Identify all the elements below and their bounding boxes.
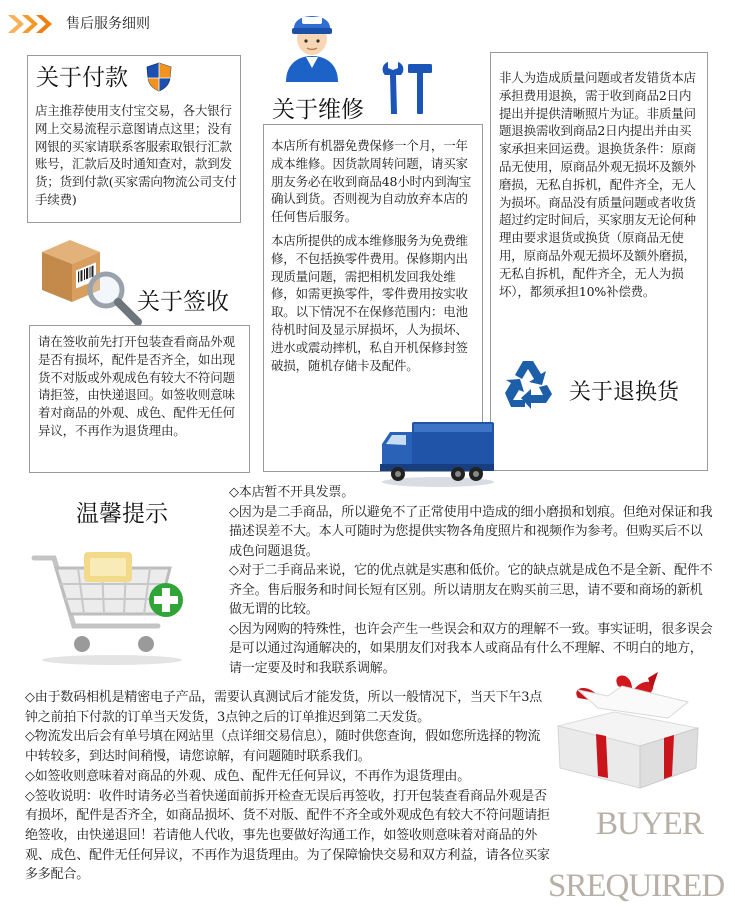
payment-heading: 关于付款 — [36, 65, 128, 91]
notes-item-3: ◇如签收则意味着对商品的外观、成色、配件无任何异议，不再作为退货理由。 — [25, 768, 470, 784]
tips-item-4: ◇因为网购的特殊性，也许会产生一些误会和双方的理解不一致。事实证明，很多误会是可以通过沟通解决的，如果朋友们对我本人或商品有什么不理解、不明白的地方，请一定要及时和我联系调解。 — [229, 621, 713, 676]
notes-item-4: ◇签收说明：收件时请务必当着快递面前拆开检查无误后再签收，打开包装查看商品外观是否有损坏，配件是否齐全，如商品损坏、货不对版、配件不齐全或外观成色有较大不符问题请拒绝签收，由快递退回！若请他人代收，事先也要做好沟通工作，如签收则意味着对商品的外观、成色、配件无任何异议，不再作为退货理由。为了保障愉快交易和双方利益，请各位买家多多配合。 — [25, 788, 550, 883]
repair-paragraph-2: 本店所提供的成本维修服务为免费维修，不包括换零件费用。保修期内出现质量问题，需把相机发回我处维修，如需更换零件，零件费用按实收取。以下情况不在保修范围内：电池待机时间及显示屏损坏，人为损坏、进水或震动摔机，私自开机保修封签破损，随机存储卡及配件。 — [271, 232, 468, 373]
repair-paragraph-1: 本店所有机器免费保修一个月，一年成本维修。因货款周转问题，请买家朋友务必在收到商品48小时内到淘宝确认到货。否则视为自动放弃本店的任何售后服务。 — [271, 138, 472, 225]
notes-item-2: ◇物流发出后会有单号填在网站里（点详细交易信息），随时供您查询，假如您所选择的物流中转较多，到达时间稍慢，请您谅解，有问题随时联系我们。 — [25, 729, 541, 765]
watermark-srequired: SREQUIRED — [548, 868, 725, 904]
double-chevron-icon — [6, 13, 56, 35]
truck-icon — [378, 418, 496, 488]
repair-heading: 关于维修 — [272, 97, 364, 123]
signing-heading: 关于签收 — [137, 289, 229, 315]
tips-item-2: ◇因为是二手商品，所以避免不了正常使用中造成的细小磨损和划痕。但绝对保证和我描述误差不大。本人可随时为您提供实物各角度照片和视频作为参考。但购买后不以成色问题退货。 — [229, 504, 713, 559]
gift-box-icon — [548, 668, 706, 790]
returns-section — [490, 52, 708, 471]
recycle-icon — [501, 357, 555, 411]
signing-body: 请在签收前先打开包装查看商品外观是否有损坏，配件是否齐全，如出现货不对版或外观成色有较大不符问题请拒签，由快递退回。如签收则意味着对商品的外观、成色、配件无任何异议，不再作为退货理由。 — [38, 334, 235, 438]
returns-heading: 关于退换货 — [569, 380, 680, 405]
returns-body: 非人为造成质量问题或者发错货本店承担费用退换，需于收到商品2日内提出并提供清晰照片为证。非质量问题退换需收到商品2日内提出并由买家承担来回运费。退换货条件：原商品无使用，原商品外观无损坏及额外磨损，无私自拆机，配件齐全，无人为损坏。商品没有质量问题或者收货超过约定时间后，买家朋友无论何种理由要求退货或换货（原商品无使用，原商品外观无损坏及额外磨损，无私自拆机，配件齐全，无人为损坏），都须承担10%补偿费。 — [499, 70, 696, 299]
repair-body — [271, 137, 479, 380]
header-arrows — [6, 13, 56, 35]
tips-list — [229, 483, 714, 678]
tips-heading: 温馨提示 — [76, 501, 168, 527]
wrench-hammer-icon — [378, 58, 438, 118]
page-title: 售后服务细则 — [66, 16, 150, 32]
tips-item-3: ◇对于二手商品来说，它的优点就是实惠和低价。它的缺点就是成色不是全新、配件不齐全。售后服务和时间长短有区别。所以请朋友在购买前三思，请不要和商场的新机做无谓的比较。 — [229, 563, 713, 617]
signing-section — [29, 325, 250, 473]
notes-item-1: ◇由于数码相机是精密电子产品，需要认真测试后才能发货，所以一般情况下，当天下午3点钟之前拍下付款的订单当天发货，3点钟之后的订单推迟到第二天发货。 — [25, 690, 543, 725]
tips-item-1: ◇本店暂不开具发票。 — [229, 485, 354, 500]
magnifier-icon — [84, 268, 144, 328]
shield-icon — [146, 62, 172, 92]
shopping-cart-icon — [30, 548, 195, 666]
payment-section — [27, 55, 241, 223]
watermark-buyer: BUYER — [596, 806, 703, 842]
repairman-icon — [280, 2, 344, 82]
payment-body: 店主推荐使用支付宝交易，各大银行网上交易流程示意图请点这里；没有网银的买家请联系客服索取银行汇款账号，汇款后及时通知查对，款到发货；货到付款(买家需向物流公司支付手续费) — [35, 103, 237, 207]
notes-list — [25, 688, 553, 885]
